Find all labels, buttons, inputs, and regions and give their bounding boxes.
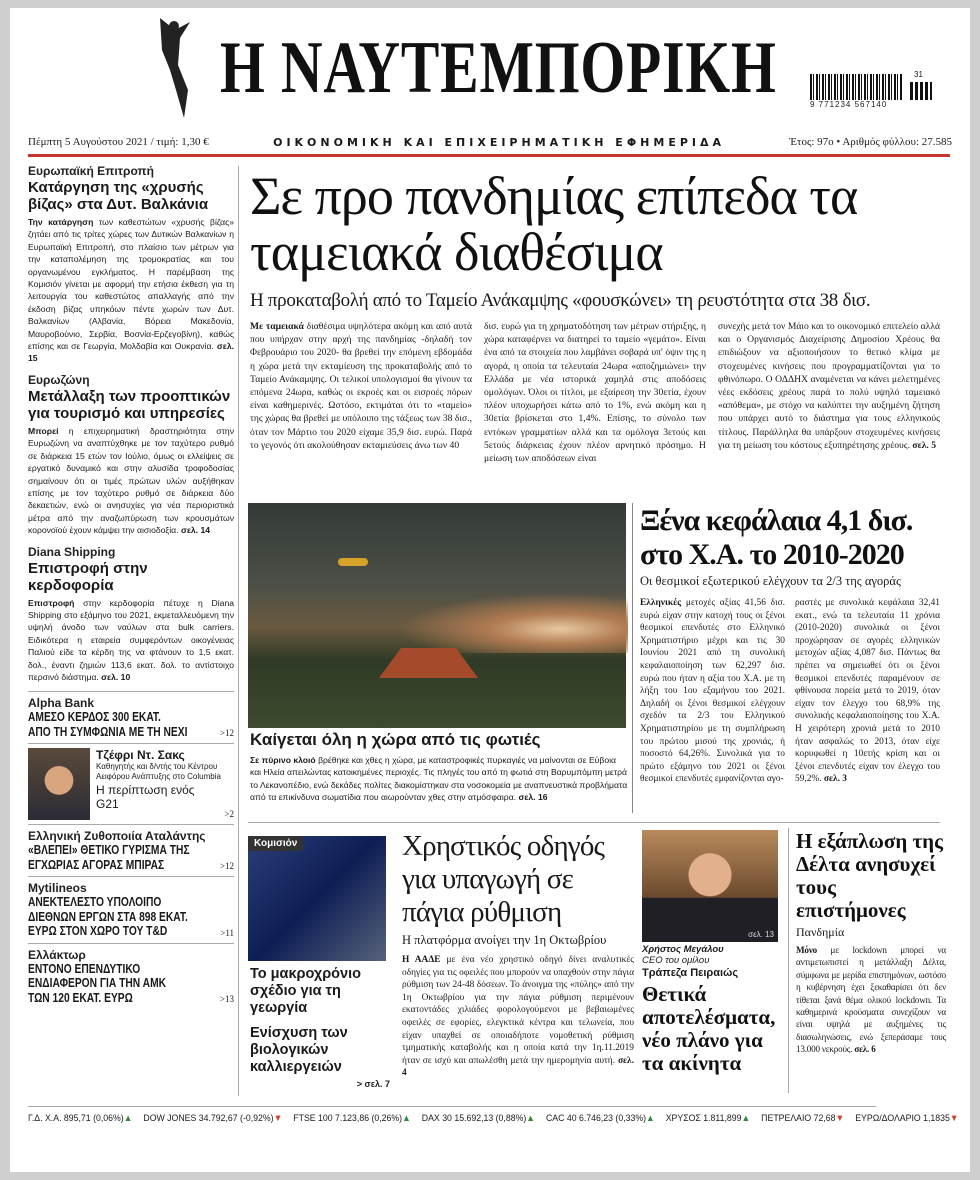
foreign-capital-article	[640, 504, 940, 786]
arrow-down-icon: ▼	[273, 1113, 283, 1124]
headline: Το μακροχρόνιο σχέδιο για τη γεωργία	[250, 966, 361, 1016]
ticker-item	[546, 1113, 655, 1124]
guide-body	[402, 954, 634, 1080]
guide-subhead: Η πλατφόρμα ανοίγει την 1η Οκτωβρίου	[402, 933, 607, 947]
headline: Μετάλλαξη των προοπτικών για τουρισμό και υπηρεσίες	[28, 387, 231, 422]
divider	[28, 824, 234, 825]
fires-article	[250, 730, 628, 803]
columnist-role: Καθηγητής και δ/ντής του Κέντρου Αειφόρου Ανάπτυξης στο Columbia	[96, 762, 221, 781]
page-ref: > σελ. 7	[356, 1079, 390, 1089]
ticker-item	[143, 1113, 282, 1124]
kicker: Mytilineos	[28, 881, 87, 896]
delta-subhead: Πανδημία	[796, 925, 845, 939]
headline: Επιστροφή στην κερδοφορία	[28, 559, 148, 594]
body: η επιχειρηματική δραστηριότητα στην Ευρωζώνη να αναπτύχθηκε με τον ταχύτερο ρυθμό σε διάρκεια 15 ετών τον Ιούλιο, όμως οι ελλείψεις σε εργατικό δυναμικό και στην αλυσίδα τροφοδοσίας σημαίνουν ότι οι τιμές πρώτων υλών αυξήθηκαν επίσης με τον ταχύτερο ρυθμό σε διάρκεια δύο δεκαετιών, ενώ οι ανησυχίες για νέα περιοριστικά μέτρα από την αναζωπύρωση των κρουσμάτων κορονοϊού έχουν κάμψει την αισιοδοξία.	[28, 425, 234, 536]
lead-subhead: Η προκαταβολή από το Ταμείο Ανάκαμψης «φουσκώνει» τη ρευστότητα στα 38 δισ.	[250, 290, 871, 311]
red-divider	[28, 154, 950, 157]
page-ref: σελ. 14	[180, 525, 211, 536]
newspaper-front-page	[10, 8, 970, 1172]
ticker-label: CAC 40 6.746,23 (0,33%)	[545, 1113, 647, 1124]
ticker-item	[293, 1113, 410, 1124]
section-tag: Κομισιόν	[248, 836, 303, 851]
arrow-up-icon: ▲	[402, 1113, 411, 1124]
market-ticker	[28, 1106, 959, 1124]
commission-article[interactable]	[250, 966, 390, 1093]
piraeus-article	[642, 944, 787, 1075]
firefighting-plane-icon	[338, 558, 368, 566]
article-eurozone[interactable]	[28, 373, 234, 537]
page-ref: σελ. 16	[518, 791, 548, 802]
ticker-label: DAX 30 15.692,13 (0,88%)	[421, 1113, 527, 1124]
brief-atalanti[interactable]	[28, 829, 234, 872]
kicker: Ελληνική Ζυθοποιία Αταλάντης	[28, 829, 206, 844]
lead: Σε πύρινο κλοιό	[250, 755, 316, 765]
body-col-2: ραστές με συνολικά κεφάλαια 32,41 εκατ., ενώ τα τελευταία 11 χρόνια (2010-2020) συνολικά οι ξένοι προχώρησαν σε αγορές ελληνικών μετοχών αξίας 4,087 δισ. Πάντως θα πρέπει να σημειωθεί ότι οι ξένοι θεσμικοί επενδυτές παραμένουν σε φθίνουσα πορεία μετά το 2019, όταν είχαν τον έλεγχο του 68,9% της συνολικής κεφαλαιοποίησης του Χ.Α. Η χειρότερη χρονιά μετά το 2010 ήταν ασφαλώς το 2013, όταν είχε κορυφωθεί η 10ετής κρίση και οι ξένοι επενδυτές είχαν τον έλεγχο του 59,2%.	[795, 598, 940, 785]
body: με ένα νέο χρηστικό οδηγό δίνει αναλυτικές οδηγίες για τις οφειλές που μπορούν να υπαχθούν στην πάγια ρύθμιση των 24-48 δόσεων. Το άνοιγμα της «πύλης» από την 1η Οκτωβρίου για την πάγια ρύθμιση περιμένουν εκατοντάδες χιλιάδες φορολογούμενοι με βεβαιωμένες οφειλές σε εφορίες, ελεγκτικά κέντρα και τελωνεία, που είχαν υπαχθεί σε οποιαδήποτε νομοθετική ρύθμιση τμηματικής καταβολής και η οποία κατά την 1η.11.2019 ήταν σε ισχύ και απωλέσθη μετά την ημερομηνία αυτή.	[402, 955, 634, 1066]
ceo-caption	[642, 944, 787, 979]
lead-story	[250, 168, 940, 465]
lead: Μόνο	[796, 945, 817, 955]
ticker-item	[666, 1113, 750, 1124]
headline: Ενίσχυση των βιολογικών καλλιεργειών	[250, 1025, 348, 1075]
page-ref: σελ. 3	[823, 774, 847, 785]
foreign-capital-headline[interactable]: Ξένα κεφάλαια 4,1 δισ. στο Χ.Α. το 2010-2020	[640, 504, 913, 571]
body: των καθεστώτων «χρυσής βίζας» ζητάει από τις τρίτες χώρες των Δυτικών Βαλκανίων η Ευρωπαϊκή Επιτροπή, στο πλαίσιο των μέτρων για την καταπολέμηση της τρομοκρατίας και του οργανωμένου εγκλήματος. Η παρέμβαση της Κομισιόν γίνεται με αφορμή την ετήσια έκθεση για τη λειτουργία του καθεστώτος απαλλαγής από την έκδοση βίζας υπηκόων πέντε χωρών των Δυτ. Βαλκανίων (Αλβανία, Βόρεια Μακεδονία, Μαυροβούνιο, Σερβία, Βοσνία-Ερζεγοβίνη), καθώς επίσης και σε Γεωργία, Μολδαβία και Ουκρανία.	[28, 217, 235, 352]
page-ref: >12	[219, 728, 234, 739]
dateline	[28, 132, 952, 152]
article-golden-visa[interactable]	[28, 164, 234, 365]
page-ref: σελ. 5	[912, 439, 937, 451]
ticker-label: DOW JONES 34.792,67 (-0,92%)	[143, 1113, 274, 1124]
lead: Με ταμειακά	[250, 321, 304, 332]
page-ref: σελ. 15	[28, 341, 234, 364]
ticker-item	[28, 1113, 132, 1124]
kicker: Ευρωπαϊκή Επιτροπή	[28, 164, 154, 178]
ticker-label: ΕΥΡΩ/ΔΟΛΑΡΙΟ 1,1835	[855, 1113, 950, 1124]
divider	[248, 822, 940, 823]
body: με lockdown μπορεί να αντιμετωπιστεί η μετάλλαξη Δέλτα, σύμφωνα με μερίδα επιστημόνων, ωστόσο η κυβέρνηση έχει ξεκαθαρίσει ότι δεν τίθεται ξανά θέμα ολικού lockdown. Τα καθημερινά κρούσματα συνεχίζουν να είναι υψηλά με αυξημένες τις διασωληνώσεις, ενώ ξεπεράσαμε τους 13.000 νεκρούς.	[796, 945, 946, 1055]
ticker-item	[422, 1113, 535, 1124]
arrow-up-icon: ▲	[646, 1113, 655, 1124]
headline: ΑΜΕΣΟ ΚΕΡΔΟΣ 300 ΕΚΑΤ. ΑΠΟ ΤΗ ΣΥΜΦΩΝΙΑ ΜΕ ΤΗ NEXI	[28, 710, 188, 739]
lead: Η ΑΑΔΕ	[402, 955, 441, 965]
brief-mytilineos[interactable]	[28, 881, 234, 939]
ticker-label: Γ.Δ. Χ.Α. 895,71 (0,06%)	[28, 1113, 124, 1124]
wildfire-photo	[248, 503, 626, 728]
column-divider	[788, 828, 789, 1093]
page-ref: >2	[224, 809, 234, 820]
page-ref: >13	[219, 994, 234, 1005]
ceo-name: Χρήστος Μεγάλου	[642, 944, 724, 955]
divider	[28, 743, 234, 744]
fires-body	[250, 754, 628, 803]
headline: ΕΝΤΟΝΟ ΕΠΕΝΔΥΤΙΚΟ ΕΝΔΙΑΦΕΡΟΝ ΓΙΑ ΤΗΝ ΑΜΚ ΤΩΝ 120 ΕΚΑΤ. ΕΥΡΩ	[28, 961, 167, 1005]
delta-body	[796, 944, 946, 1056]
masthead-title: Η ΝΑΥΤΕΜΠΟΡΙΚΗ	[220, 27, 777, 109]
eu-flags-photo	[248, 836, 386, 961]
body: στην κερδοφορία πέτυχε η Diana Shipping στο εξάμηνο του 2021, εκμεταλλευόμενη την υψηλή άνοδο των ναύλων στα bulk carriers. Ειδικότερα η εταιρεία συμφερόντων οικογένειας Παλιού είδε τα κέρδη της να φτάνουν το 1,5 εκατ. δολ., έναντι ζημιών 113,6 εκατ. δολ. το αντίστοιχο περσινό διάστημα.	[28, 597, 234, 682]
foreign-capital-subhead: Οι θεσμικοί εξωτερικού ελέγχουν τα 2/3 της αγοράς	[640, 574, 901, 588]
ceo-photo	[642, 830, 778, 942]
body-col-2: δισ. ευρώ για τη χρηματοδότηση των μέτρων στήριξης, η χώρα καταφέρνει να διατηρεί το ταμείο «γεμάτο». Είναι ένα από τα στοιχεία που λαμβάνει σοβαρά υπ' όψιν της η αγορά, η οποία τα τελευταία 24ωρα «αποζημιώνει» την Ελλάδα με νέα ιστορικά χαμηλά στις αποδόσεις ομολόγων. Όλοι οι τίτλοι, με εξαίρεση την 30ετία, έχουν πλέον υποχωρήσει κάτω από το 1%, ενώ ακόμη και η 30ετία βρίσκεται στο 1,4%. Επίσης, το σύνολο των εντόκων γραμματίων αλλά και τα ομόλογα 3ετούς και 5ετούς διάρκειας έχουν πλέον αρνητικό πρόσημο. Η μείωση των αποδόσεων είναι	[484, 321, 706, 465]
company: Τράπεζα Πειραιώς	[642, 967, 739, 979]
body-col-1: μετοχές αξίας 41,56 δισ. ευρώ είχαν στην κατοχή τους οι ξένοι θεσμικοί επενδυτές στο Ελληνικό Χρηματιστήριο μέχρι και τις 30 Ιουνίου 2021 από τη συνολική κεφαλαιοποίηση των 62,297 δισ. ευρώ που ήταν η αξία του Χ.Α. με τη λήξη του 1ου εξαμήνου του 2021. Δηλαδή οι ξένοι θεσμικοί ελέγχουν σχεδόν τα 2/3 του Ελληνικού Χρηματιστηρίου με τη συμπλήρωση του πρώτου μισού της χρονιάς, ή ποσοστό 64,26%. Συνολικά για το πρώτο εξάμηνο του 2021 οι ξένοι θεσμικοί επενδυτές εμφανίζονται αγο-	[640, 598, 785, 785]
ceo-role: CEO του ομίλου	[642, 955, 710, 966]
piraeus-headline[interactable]: Θετικά αποτελέσματα, νέο πλάνο για τα ακίνητα	[642, 982, 776, 1075]
delta-headline[interactable]: Η εξάπλωση της Δέλτα ανησυχεί τους επιστήμονες	[796, 829, 943, 922]
lead: Την κατάργηση	[28, 217, 94, 227]
foreign-capital-body	[640, 597, 940, 786]
page-ref: σελ. 10	[101, 671, 131, 682]
guide-headline[interactable]: Χρηστικός οδηγός για υπαγωγή σε πάγια ρύθμιση	[402, 830, 605, 928]
headline: Κατάργηση της «χρυσής βίζας» στα Δυτ. Βαλκάνια	[28, 179, 209, 213]
columnist-sachs[interactable]	[28, 748, 234, 820]
fires-headline[interactable]: Καίγεται όλη η χώρα από τις φωτιές	[250, 730, 541, 749]
lead: Μπορεί	[28, 425, 59, 436]
lead: Ελληνικές	[640, 598, 682, 608]
brief-ellaktor[interactable]	[28, 948, 234, 1006]
ticker-label: FTSE 100 7.123,86 (0,26%)	[293, 1113, 403, 1124]
page-ref: σελ. 13	[748, 930, 774, 939]
headline: ΑΝΕΚΤΕΛΕΣΤΟ ΥΠΟΛΟΙΠΟ ΔΙΕΘΝΩΝ ΕΡΓΩΝ ΣΤΑ 898 ΕΚΑΤ. ΕΥΡΩ ΣΤΟΝ ΧΩΡΟ ΤΟΥ T&D	[28, 895, 188, 939]
page-ref: σελ. 6	[854, 1044, 876, 1055]
ticker-item	[855, 1113, 958, 1124]
arrow-down-icon: ▼	[949, 1113, 959, 1124]
ticker-item	[761, 1113, 844, 1124]
lead-headline[interactable]: Σε προ πανδημίας επίπεδα τα ταμειακά διαθέσιμα	[250, 166, 858, 282]
lead: Επιστροφή	[28, 597, 75, 608]
ticker-label: ΧΡΥΣΟΣ 1.811,899	[665, 1113, 742, 1124]
page-ref: σελ. 4	[402, 1055, 634, 1079]
issue-number: Έτος: 97ο • Αριθμός φύλλου: 27.585	[789, 136, 952, 148]
body-col-1: διαθέσιμα υψηλότερα ακόμη και από αυτά που υπήρχαν στην αρχή της πανδημίας -δηλαδή τον Φεβρουάριο του 2020- θα βρεθεί την επόμενη εβδομάδα η χώρα μετά την εκταμίευση της προκαταβολής από το Ταμείο Ανάκαμψης. Οι τελικοί υπολογισμοί θα γίνουν τα επόμενα 24ωρα, καθώς οι εκροές και οι εισροές πόρων είναι καθημερινές. Ωστόσο, εκτιμάται ότι το «ταμείο» της χώρας θα βρεθεί με υπόλοιπο της τάξεως των 38 δισ., όταν τον Μάρτιο του 2020 είχαμε 35,9 δισ. ευρώ. Παρά το γεγονός ότι ακολούθησαν εκταμιεύσεις άνω των 40	[250, 321, 472, 451]
column-title: Η περίπτωση ενός G21	[96, 783, 195, 812]
ticker-label: ΠΕΤΡΕΛΑΙΟ 72,68	[761, 1113, 836, 1124]
kicker: Alpha Bank	[28, 696, 95, 711]
guide-article	[402, 830, 634, 1080]
kicker: Ελλάκτωρ	[28, 947, 86, 962]
kicker: Ευρωζώνη	[28, 372, 90, 387]
delta-article	[796, 830, 946, 1056]
divider	[28, 691, 234, 692]
arrow-up-icon: ▲	[123, 1113, 133, 1124]
headline: «ΒΛΕΠΕΙ» ΘΕΤΙΚΟ ΓΥΡΙΣΜΑ ΤΗΣ ΕΓΧΩΡΙΑΣ ΑΓΟΡΑΣ ΜΠΙΡΑΣ	[28, 843, 190, 872]
page-ref: >11	[220, 927, 234, 938]
body-col-3: συνεχής μετά τον Μάιο και το οικονομικό επιτελείο αλλά και ο Οργανισμός Διαχείρισης Δημοσίου Χρέους θα επιδιώξουν να αξιοποιήσουν το θετικό κλίμα με στοχευμένες κινήσεις που προγραμματίζονται για το φθινόπωρο. Ο ΟΔΔΗΧ αναμένεται να κάνει μελετημένες νέες εκδόσεις χρέους παρά το πολύ υψηλό ταμειακό «απόθεμα», με στόχο να καλύπτει την αυξημένη ζήτηση που υπάρχει αυτό το διάστημα για τους ελληνικούς τίτλους. Παράλληλα θα υπάρξουν στοχευμένες κινήσεις για τη μείωση του κόστους εξυπηρέτησης χρέους.	[718, 321, 940, 451]
left-column	[28, 164, 234, 1005]
article-diana-shipping[interactable]	[28, 545, 234, 684]
barcode	[810, 70, 940, 114]
columnist-name: Τζέφρι Ντ. Σακς	[96, 748, 185, 763]
kicker: Diana Shipping	[28, 544, 116, 559]
barcode-issue: 31	[914, 70, 923, 79]
column-divider	[632, 503, 633, 813]
arrow-up-icon: ▲	[741, 1113, 751, 1124]
hermes-logo-icon	[140, 10, 210, 120]
arrow-down-icon: ▼	[835, 1113, 845, 1124]
date-price: Πέμπτη 5 Αυγούστου 2021 / τιμή: 1,30 €	[28, 136, 209, 148]
arrow-up-icon: ▲	[526, 1113, 535, 1124]
page-ref: >12	[219, 861, 234, 872]
barcode-number: 9 771234 567140	[810, 100, 888, 109]
tagline: ΟΙΚΟΝΟΜΙΚΗ ΚΑΙ ΕΠΙΧΕΙΡΗΜΑΤΙΚΗ ΕΦΗΜΕΡΙΔΑ	[273, 135, 726, 149]
lead-body	[250, 320, 940, 465]
columnist-photo	[28, 748, 90, 820]
body: βρέθηκε και χθες η χώρα, με καταστροφικές πυρκαγιές να μαίνονται σε Εύβοια και Ηλεία απειλώντας κατοικημένες περιοχές. Τις πληγές του από τη φωτιά στη Βαρυμπόμπη μετρά το Λεκανοπέδιο, ενώ δεκάδες πολίτες διακομίστηκαν στα νοσοκομεία με αναπνευστικά προβλήματα από τα επικίνδυνα σωματίδια που αιωρούνταν χθες στην ατμόσφαιρα.	[250, 755, 628, 802]
divider	[28, 943, 234, 944]
divider	[28, 876, 234, 877]
column-divider	[238, 166, 239, 1096]
brief-alpha-bank[interactable]	[28, 696, 234, 739]
